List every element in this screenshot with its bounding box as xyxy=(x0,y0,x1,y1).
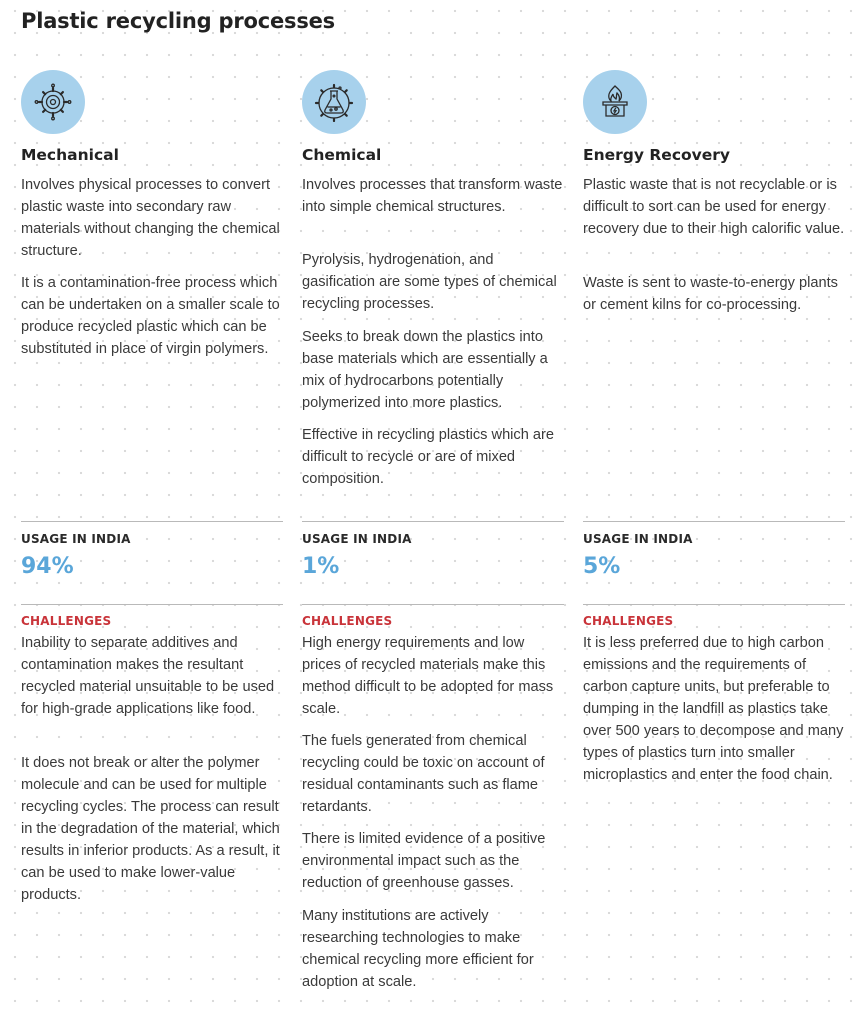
challenge-paragraph: The fuels generated from chemical recycling could be toxic on account of residual contaminants such as flame retardants. xyxy=(302,733,545,815)
column-title: Chemical xyxy=(302,146,382,164)
divider xyxy=(21,521,283,522)
challenges-label: CHALLENGES xyxy=(583,614,674,628)
description-paragraph: Seeks to break down the plastics into base materials which are essentially a mix of hydrocarbons potentially polymerized into more plastics. xyxy=(302,329,548,411)
challenge-paragraph: Inability to separate additives and contamination makes the resultant recycled material unsuitable to be used for high-grade applications like food. xyxy=(21,635,275,717)
divider xyxy=(302,521,564,522)
description-paragraph: Pyrolysis, hydrogenation, and gasification are some types of chemical recycling processes. xyxy=(302,252,557,312)
challenge-paragraph: High energy requirements and low prices of recycled materials make this method difficult to be adopted for mass scale. xyxy=(302,635,554,717)
divider xyxy=(21,604,283,605)
challenge-paragraph: It is less preferred due to high carbon emissions and the requirements of carbon capture units, but preferable to dumping in the landfill as plastics take over 500 years to decompose and many types of plastics turn into smaller microplastics and enter the food chain. xyxy=(583,635,844,783)
flask-gear-icon xyxy=(302,70,366,134)
divider xyxy=(583,604,845,605)
divider xyxy=(583,521,845,522)
usage-label: USAGE IN INDIA xyxy=(302,532,412,546)
description-paragraph: Plastic waste that is not recyclable or is difficult to sort can be used for energy recovery due to their high calorific value. xyxy=(583,177,845,237)
usage-value: 1% xyxy=(302,554,340,579)
challenge-paragraph: It does not break or alter the polymer molecule and can be used for multiple recycling cycles. The process can result in the degradation of the material, which results in inferior products. As a result, it can be used to make lower-value products. xyxy=(21,755,280,903)
gear-icon xyxy=(21,70,85,134)
column-title: Mechanical xyxy=(21,146,119,164)
description-paragraph: It is a contamination-free process which can be undertaken on a smaller scale to produce recycled plastic which can be substituted in place of virgin polymers. xyxy=(21,275,280,357)
description-paragraph: Involves physical processes to convert plastic waste into secondary raw materials without changing the chemical structure. xyxy=(21,177,280,259)
process-column-chemical xyxy=(302,70,564,990)
usage-label: USAGE IN INDIA xyxy=(21,532,131,546)
challenge-paragraph: Many institutions are actively researching technologies to make chemical recycling more efficient for adoption at scale. xyxy=(302,908,534,990)
usage-value: 5% xyxy=(583,554,621,579)
process-column-mechanical xyxy=(21,70,283,903)
usage-value: 94% xyxy=(21,554,74,579)
challenges-label: CHALLENGES xyxy=(21,614,112,628)
page-title: Plastic recycling processes xyxy=(21,9,335,33)
challenges-label: CHALLENGES xyxy=(302,614,393,628)
description-paragraph: Involves processes that transform waste into simple chemical structures. xyxy=(302,177,563,215)
description-paragraph: Effective in recycling plastics which are difficult to recycle or are of mixed composition. xyxy=(302,427,554,487)
process-column-energy-recovery xyxy=(583,70,845,783)
flame-energy-icon xyxy=(583,70,647,134)
description-paragraph: Waste is sent to waste-to-energy plants or cement kilns for co-processing. xyxy=(583,275,838,313)
divider xyxy=(302,604,564,605)
challenge-paragraph: There is limited evidence of a positive environmental impact such as the reduction of greenhouse gasses. xyxy=(302,831,546,891)
column-title: Energy Recovery xyxy=(583,146,731,164)
usage-label: USAGE IN INDIA xyxy=(583,532,693,546)
